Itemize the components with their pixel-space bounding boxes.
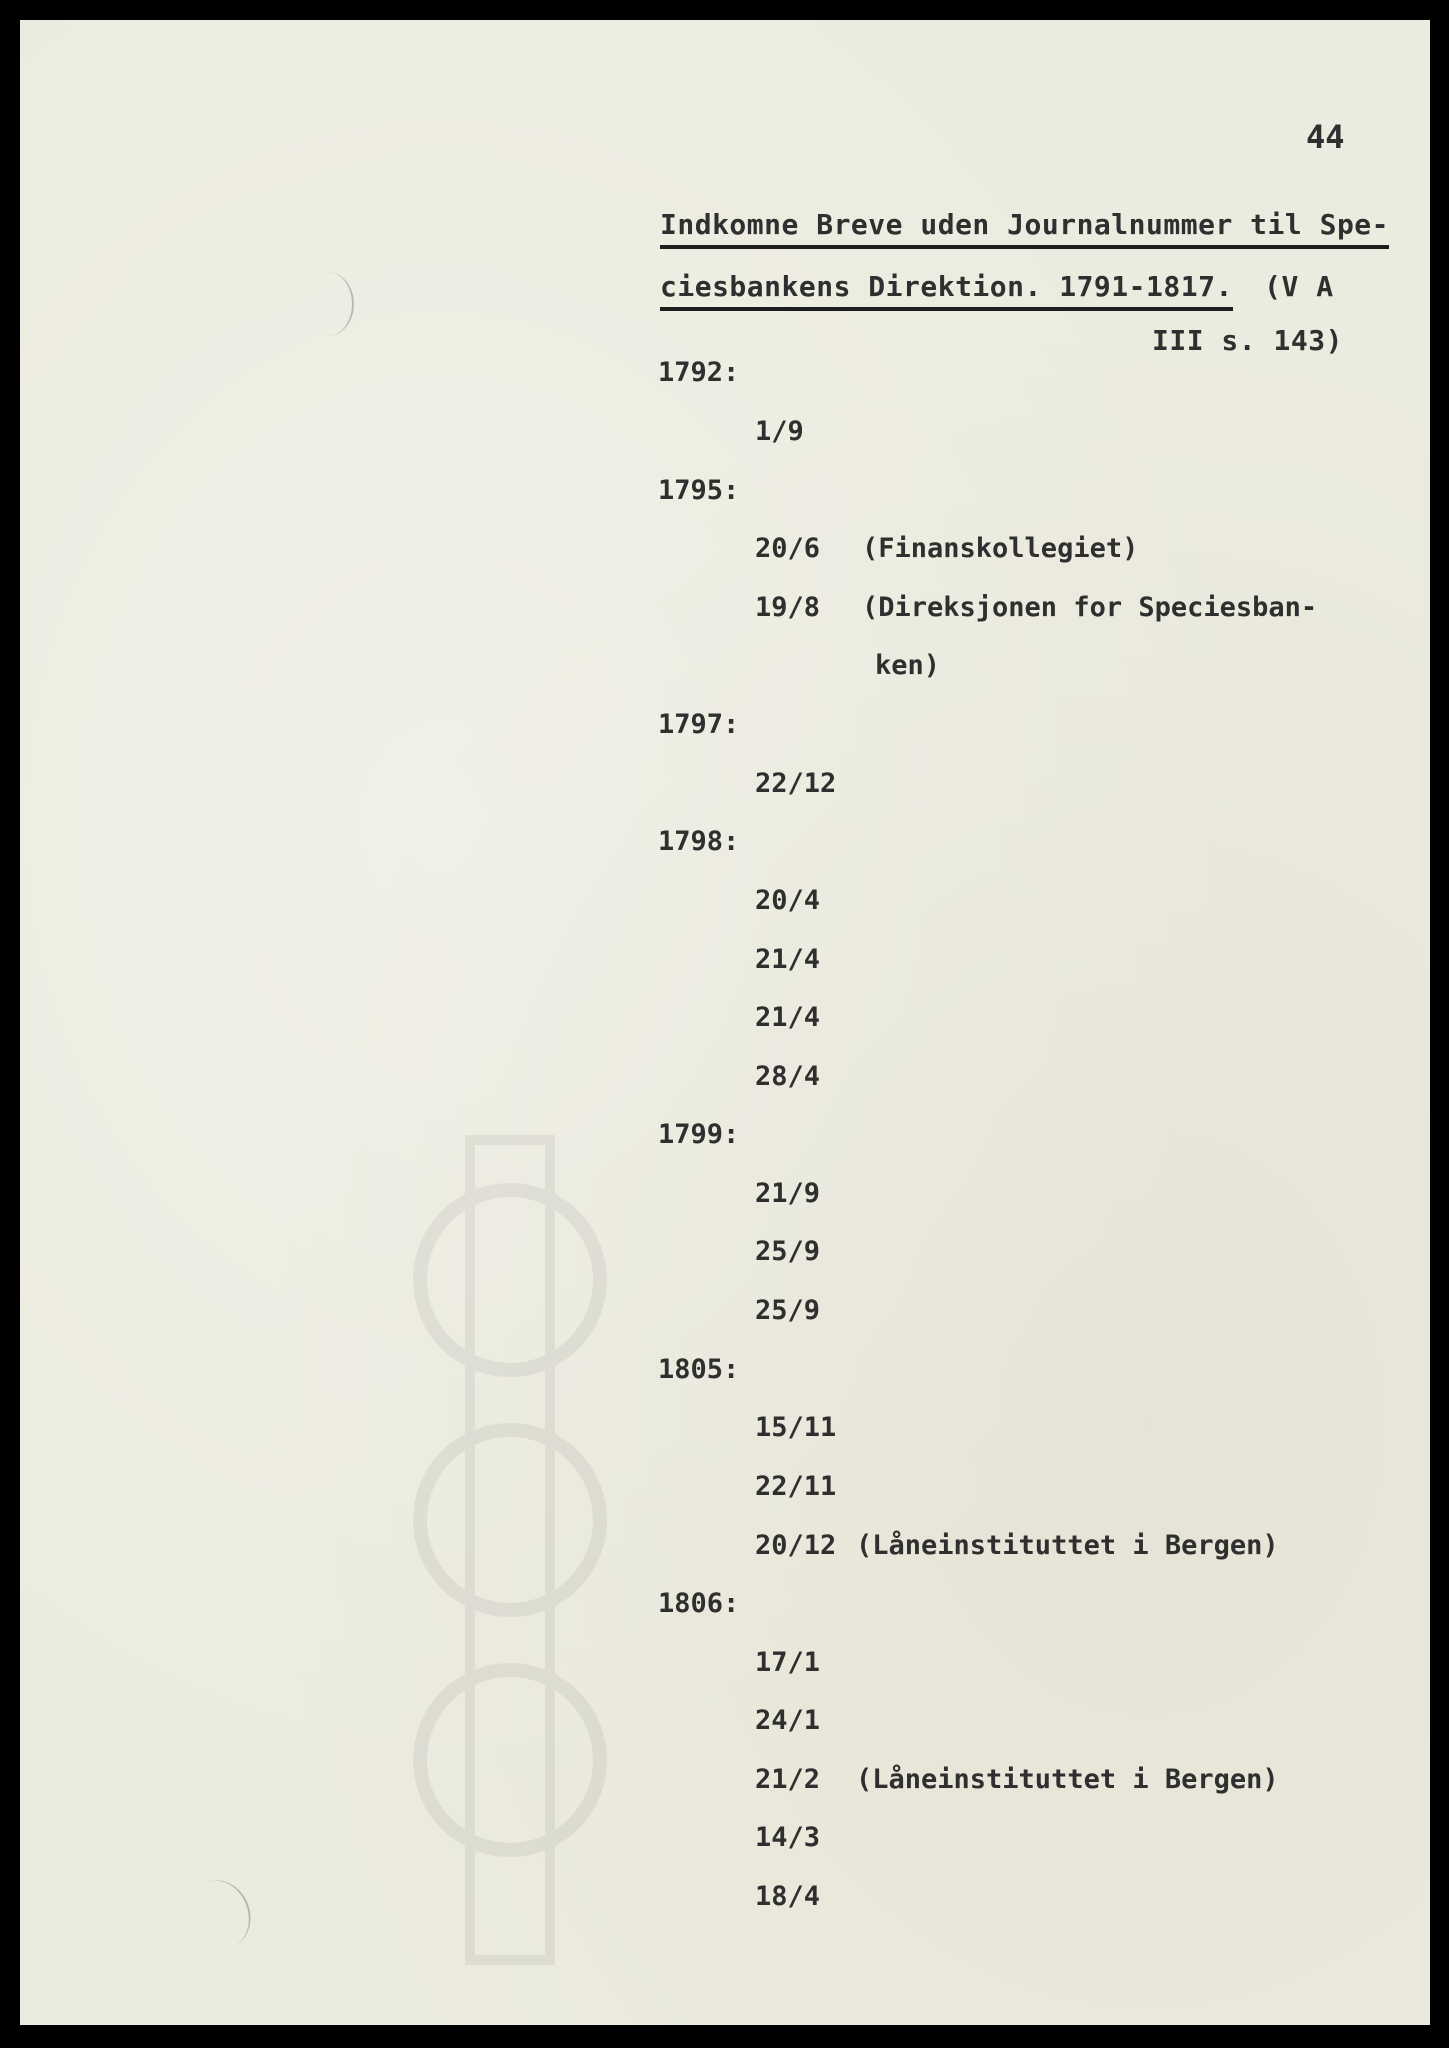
paper-mark [178, 1872, 260, 1959]
heading-line-1-text: Indkomne Breve uden Journalnummer til Spe- [660, 208, 1389, 249]
entry-date: 22/12 [755, 768, 837, 799]
year-heading: 1795: [658, 475, 740, 506]
entry-date: 20/4 [755, 885, 821, 916]
entry-date: 19/8 [755, 592, 821, 623]
entry-date: 25/9 [755, 1295, 821, 1326]
entry-note: (Direksjonen for Speciesban- [862, 592, 1318, 623]
year-heading: 1798: [658, 826, 740, 857]
entry-date: 18/4 [755, 1881, 821, 1912]
year-heading: 1797: [658, 709, 740, 740]
year-heading: 1799: [658, 1119, 740, 1150]
entry-date: 14/3 [755, 1822, 821, 1853]
entry-date: 21/2 [755, 1764, 821, 1795]
page-number: 44 [1306, 118, 1345, 156]
entry-date: 21/9 [755, 1178, 821, 1209]
entry-note-continuation: ken) [875, 650, 941, 681]
entry-note: (Finanskollegiet) [862, 533, 1139, 564]
year-heading: 1806: [658, 1588, 740, 1619]
year-heading: 1805: [658, 1354, 740, 1385]
heading-line-1 [660, 208, 1389, 241]
entry-date: 24/1 [755, 1705, 821, 1736]
document-page [20, 20, 1430, 2025]
entry-date: 20/6 [755, 533, 821, 564]
heading-line-2-rest: (V A [1264, 270, 1334, 303]
entry-date: 21/4 [755, 944, 821, 975]
bleed-through-stamp [320, 1100, 700, 2000]
heading-line-3 [1152, 324, 1343, 357]
heading-line-2-underlined: ciesbankens Direktion. 1791-1817. [660, 270, 1233, 311]
year-heading: 1792: [658, 357, 740, 388]
entry-date: 25/9 [755, 1236, 821, 1267]
entry-date: 17/1 [755, 1647, 821, 1678]
entry-date: 21/4 [755, 1002, 821, 1033]
entry-date: 20/12 [755, 1530, 837, 1561]
entry-note: (Låneinstituttet i Bergen) [856, 1530, 1279, 1561]
entry-note: (Låneinstituttet i Bergen) [856, 1764, 1279, 1795]
entry-date: 1/9 [755, 416, 804, 447]
paper-mark [302, 272, 354, 336]
entry-date: 15/11 [755, 1412, 837, 1443]
entry-date: 28/4 [755, 1061, 821, 1092]
heading-line-3-text: III s. 143) [1152, 324, 1343, 357]
heading-line-2 [660, 270, 1334, 303]
entry-date: 22/11 [755, 1471, 837, 1502]
